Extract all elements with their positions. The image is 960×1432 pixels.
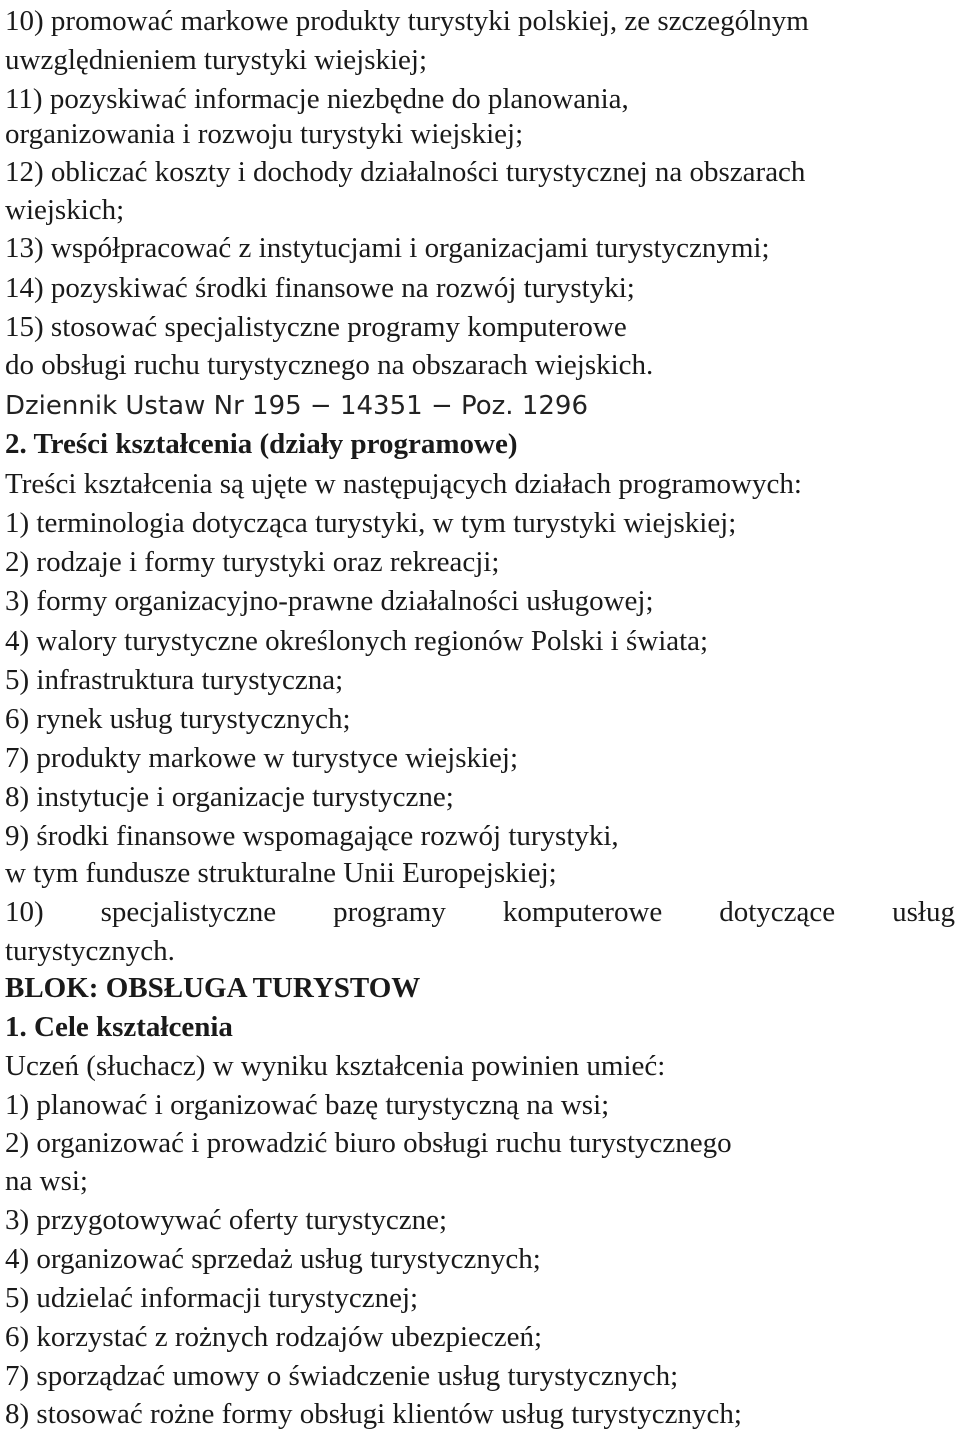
section-intro: Uczeń (słuchacz) w wyniku kształcenia powinien umieć:: [5, 1050, 666, 1082]
list-item-continuation: w tym fundusze strukturalne Unii Europejskiej;: [5, 857, 557, 889]
list-item: 2) rodzaje i formy turystyki oraz rekreacji;: [5, 546, 500, 578]
list-item: 13) współpracować z instytucjami i organizacjami turystycznymi;: [5, 232, 770, 264]
list-item: 1) terminologia dotycząca turystyki, w tym turystyki wiejskiej;: [5, 507, 737, 539]
section-intro: Treści kształcenia są ujęte w następujących działach programowych:: [5, 468, 802, 500]
word: specjalistyczne: [100, 896, 277, 928]
list-item: 5) infrastruktura turystyczna;: [5, 664, 344, 696]
list-item-justified: [5, 898, 955, 927]
list-item: 12) obliczać koszty i dochody działalności turystycznej na obszarach: [5, 156, 806, 188]
list-item: 3) przygotowywać oferty turystyczne;: [5, 1204, 448, 1236]
list-item: 11) pozyskiwać informacje niezbędne do planowania,: [5, 83, 629, 115]
list-item: 15) stosować specjalistyczne programy komputerowe: [5, 311, 627, 343]
list-item: 1) planować i organizować bazę turystyczną na wsi;: [5, 1089, 610, 1121]
list-item: 4) organizować sprzedaż usług turystycznych;: [5, 1243, 541, 1275]
list-item: 7) sporządzać umowy o świadczenie usług turystycznych;: [5, 1360, 679, 1392]
word: usług: [892, 896, 955, 928]
list-item: 3) formy organizacyjno-prawne działalności usługowej;: [5, 585, 654, 617]
list-item-continuation: organizowania i rozwoju turystyki wiejskiej;: [5, 118, 524, 150]
word: 10): [5, 896, 44, 928]
list-item-continuation: na wsi;: [5, 1165, 88, 1197]
section-heading: 1. Cele kształcenia: [5, 1011, 233, 1043]
list-item: 2) organizować i prowadzić biuro obsługi ruchu turystycznego: [5, 1127, 732, 1159]
word: programy: [333, 896, 446, 928]
list-item: 10) promować markowe produkty turystyki polskiej, ze szczególnym: [5, 5, 809, 37]
list-item: 8) instytucje i organizacje turystyczne;: [5, 781, 454, 813]
block-title: BLOK: OBSŁUGA TURYSTOW: [5, 972, 421, 1004]
list-item: 7) produkty markowe w turystyce wiejskiej;: [5, 742, 519, 774]
list-item-continuation: wiejskich;: [5, 194, 125, 226]
list-item-continuation: turystycznych.: [5, 935, 175, 967]
list-item: 9) środki finansowe wspomagające rozwój turystyki,: [5, 820, 619, 852]
list-item: 14) pozyskiwać środki finansowe na rozwój turystyki;: [5, 272, 635, 304]
list-item: 6) rynek usług turystycznych;: [5, 703, 351, 735]
list-item: 5) udzielać informacji turystycznej;: [5, 1282, 419, 1314]
list-item: 4) walory turystyczne określonych regionów Polski i świata;: [5, 625, 709, 657]
list-item: 6) korzystać z rożnych rodzajów ubezpieczeń;: [5, 1321, 543, 1353]
word: komputerowe: [502, 896, 663, 928]
list-item: 8) stosować rożne formy obsługi klientów usług turystycznych;: [5, 1398, 742, 1430]
word: dotyczące: [719, 896, 836, 928]
list-item-continuation: uwzględnieniem turystyki wiejskiej;: [5, 44, 428, 76]
running-header: Dziennik Ustaw Nr 195 − 14351 − Poz. 1296: [5, 391, 588, 421]
section-heading: 2. Treści kształcenia (działy programowe): [5, 428, 518, 460]
list-item-continuation: do obsługi ruchu turystycznego na obszarach wiejskich.: [5, 349, 654, 381]
